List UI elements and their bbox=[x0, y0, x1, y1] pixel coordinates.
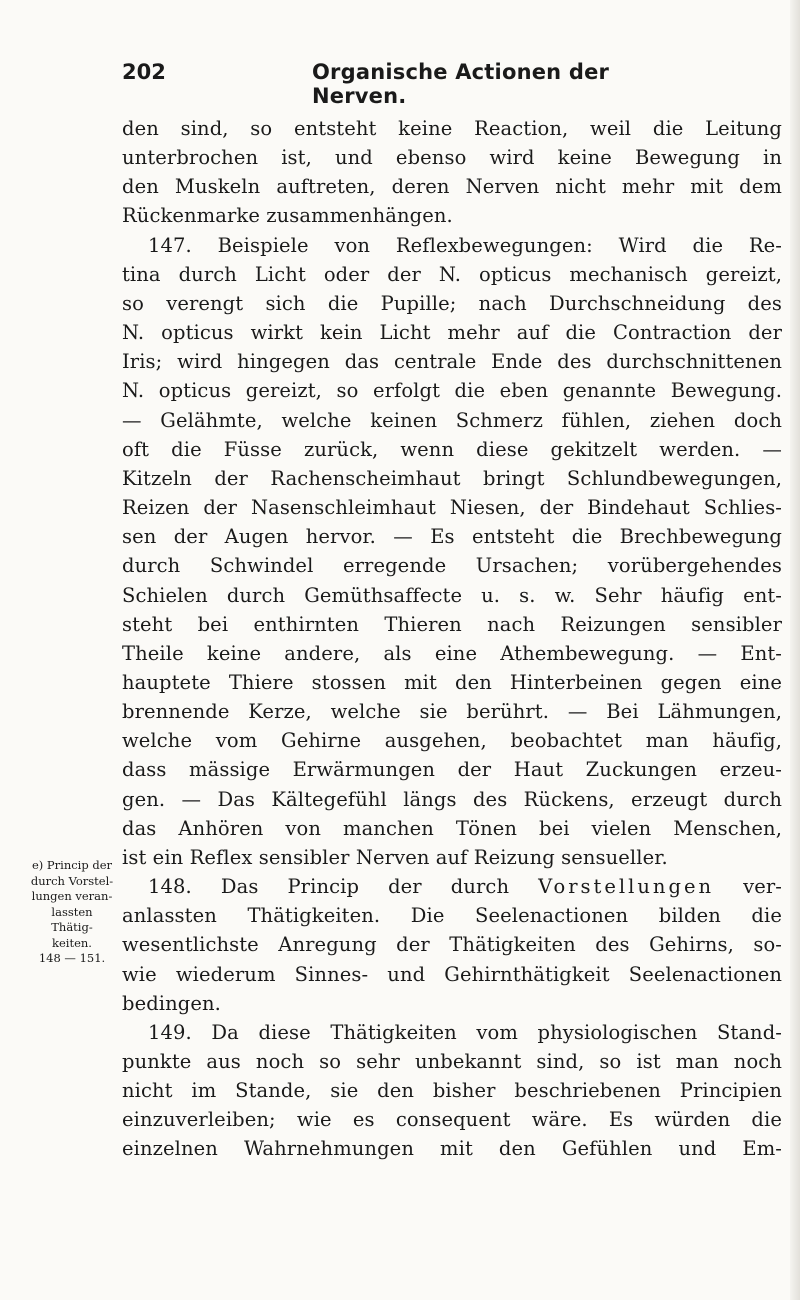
text-line: gen. — Das Kältegefühl längs des Rückens, erzeugt durch bbox=[122, 787, 782, 811]
text-line: — Gelähmte, welche keinen Schmerz fühlen, ziehen doch bbox=[122, 408, 782, 432]
text-line: anlassten Thätigkeiten. Die Seelenactionen bilden die bbox=[122, 904, 782, 928]
text-line: sen der Augen hervor. — Es entsteht die Brechbewegung bbox=[122, 525, 782, 549]
text-line: bedingen. bbox=[122, 991, 221, 1015]
text-line: Theile keine andere, als eine Athembewegung. — Ent- bbox=[122, 641, 782, 665]
spaced-term: Vorstellungen bbox=[538, 875, 715, 899]
section-148-start bbox=[122, 872, 782, 901]
text-line: punkte aus noch so sehr unbekannt sind, so ist man noch bbox=[122, 1050, 782, 1073]
text-line: steht bei enthirnten Thieren nach Reizungen sensibler bbox=[122, 612, 782, 636]
text-line: N. opticus wirkt kein Licht mehr auf die Contraction der bbox=[122, 321, 782, 345]
text-line: den Muskeln auftreten, deren Nerven nicht mehr mit dem bbox=[122, 175, 782, 199]
running-title: Organische Actionen der Nerven. bbox=[312, 60, 610, 108]
margin-note-line: durch Vorstel- bbox=[30, 873, 114, 888]
text-line: Kitzeln der Rachenscheimhaut bringt Schlundbewegungen, bbox=[122, 466, 782, 490]
text-line: hauptete Thiere stossen mit den Hinterbeinen gegen eine bbox=[122, 670, 782, 694]
text-line: wesentlichste Anregung der Thätigkeiten des Gehirns, so- bbox=[122, 933, 782, 957]
text-line: einzuverleiben; wie es consequent wäre. Es würden die bbox=[122, 1108, 782, 1132]
text-line: N. opticus gereizt, so erfolgt die eben genannte Bewegung. bbox=[122, 379, 782, 403]
text-line: Rückenmarke zusammenhängen. bbox=[122, 204, 453, 228]
text-line: so verengt sich die Pupille; nach Durchschneidung des bbox=[122, 291, 782, 315]
text-line: durch Schwindel erregende Ursachen; vorübergehendes bbox=[122, 554, 782, 578]
text-line: welche vom Gehirne ausgehen, beobachtet man häufig, bbox=[122, 729, 782, 753]
text-line: das Anhören von manchen Tönen bei vielen Menschen, bbox=[122, 816, 782, 840]
text-line: einzelnen Wahrnehmungen mit den Gefühlen und Em- bbox=[122, 1137, 782, 1161]
text-line: unterbrochen ist, und ebenso wird keine Bewegung in bbox=[122, 146, 782, 170]
section-149-start: 149. Da diese Thätigkeiten vom physiologischen Stand- bbox=[148, 1020, 782, 1044]
section-148-tail: ver- bbox=[714, 875, 782, 899]
text-line: den sind, so entsteht keine Reaction, weil die Leitung bbox=[122, 117, 782, 140]
text-line: oft die Füsse zurück, wenn diese gekitzelt werden. — bbox=[122, 437, 782, 461]
text-line: Iris; wird hingegen das centrale Ende des durchschnittenen bbox=[122, 350, 782, 374]
margin-note-line: lungen veran- bbox=[31, 889, 113, 903]
text-line: nicht im Stande, sie den bisher beschriebenen Principien bbox=[122, 1079, 782, 1103]
text-line: Schielen durch Gemüthsaffecte u. s. w. Sehr häufig ent- bbox=[122, 583, 782, 607]
text-line: tina durch Licht oder der N. opticus mechanisch gereizt, bbox=[122, 262, 782, 286]
section-147-start: 147. Beispiele von Reflexbewegungen: Wird die Re- bbox=[148, 233, 782, 257]
margin-note-line: lassten Thätig- bbox=[51, 904, 93, 934]
page-number: 202 bbox=[122, 60, 166, 84]
text-line: Reizen der Nasenschleimhaut Niesen, der Bindehaut Schlies- bbox=[122, 496, 782, 520]
section-148-lead: 148. Das Princip der durch bbox=[148, 875, 539, 899]
margin-note-line: e) Princip der bbox=[31, 858, 113, 872]
margin-note bbox=[30, 858, 114, 967]
text-line: dass mässige Erwärmungen der Haut Zuckungen erzeu- bbox=[122, 758, 782, 782]
text-line: wie wiederum Sinnes- und Gehirnthätigkeit Seelenactionen bbox=[122, 962, 782, 986]
body-text bbox=[122, 114, 782, 1164]
text-line: brennende Kerze, welche sie berührt. — Bei Lähmungen, bbox=[122, 700, 782, 724]
page-header bbox=[122, 60, 682, 108]
margin-note-line: keiten. bbox=[52, 935, 92, 950]
text-line: ist ein Reflex sensibler Nerven auf Reizung sensueller. bbox=[122, 845, 668, 869]
margin-note-line: 148 — 151. bbox=[38, 951, 106, 965]
